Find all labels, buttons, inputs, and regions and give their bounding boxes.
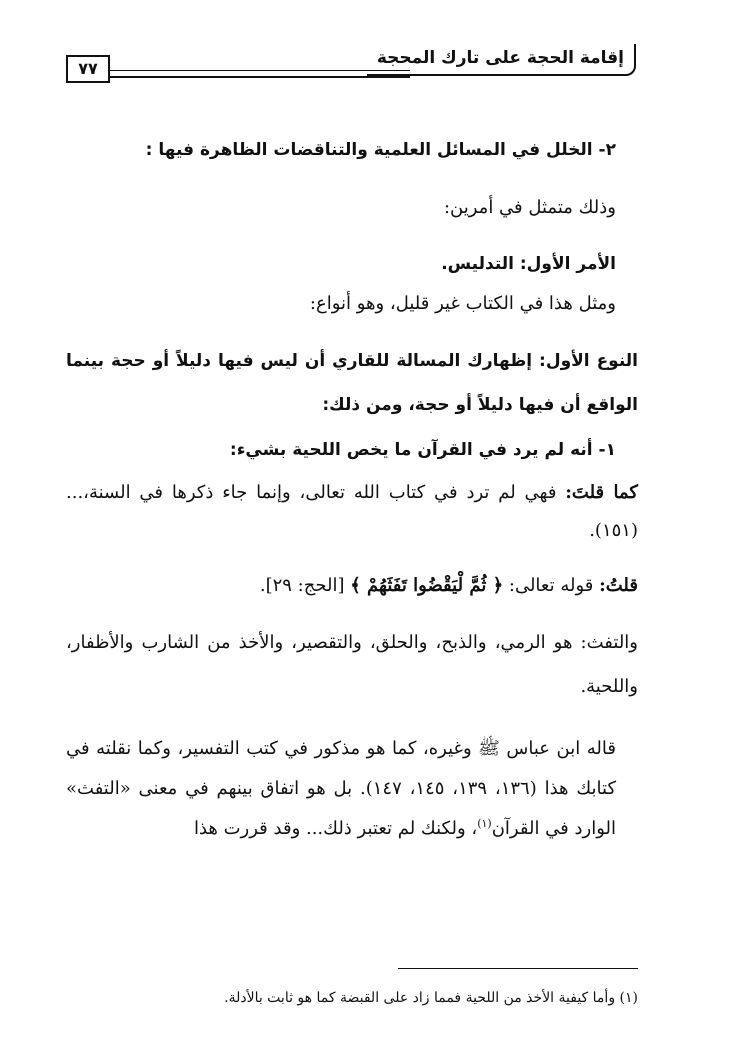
response-text: قوله تعالى: [508, 575, 594, 596]
closing-text-continued: ، ولكنك لم تعتبر ذلك... وقد قررت هذا [193, 818, 478, 839]
running-header [66, 40, 636, 84]
quote-paragraph [66, 474, 638, 550]
item-1-heading: ١- أنه لم يرد في القرآن ما يخص اللحية بشيء: [229, 440, 616, 460]
first-matter-text: ومثل هذا في الكتاب غير قليل، وهو أنواع: [309, 293, 616, 314]
tafath-paragraph: والتفث: هو الرمي، والذبح، والحلق، والتقصير، والأخذ من الشارب والأظفار، واللحية. [66, 632, 638, 697]
running-title: إقامة الحجة على تارك المحجة [367, 44, 636, 76]
response-lead: قلتُ: [599, 575, 638, 596]
footnote-separator [398, 968, 638, 969]
response-paragraph [66, 570, 638, 601]
page-number: ٧٧ [66, 55, 110, 83]
intro-paragraph: وذلك متمثل في أمرين: [443, 197, 616, 218]
page-body [66, 135, 638, 849]
quran-verse: ﴿ ثُمَّ لْيَقْضُوا تَفَثَهُمْ ﴾ [350, 575, 504, 596]
footnote-reference: (١) [477, 817, 492, 830]
quote-lead: كما قلتَ: [565, 482, 638, 503]
first-type-heading: النوع الأول: إظهارك المسالة للقاري أن ليس فيها دليلاً أو حجة بينما الواقع أن فيها دليلاً أو حجة، ومن ذلك: [66, 351, 638, 415]
header-rule [110, 70, 410, 71]
first-matter-heading: الأمر الأول: التدليس. [441, 254, 616, 274]
closing-paragraph [66, 729, 638, 849]
closing-text: قاله ابن عباس ﷺ وغيره، كما هو مذكور في كتب التفسير، وكما نقلته في كتابك هذا (١٣٦، ١٣٩، ١٤٥، ١٤٧). بل هو اتفاق بينهم في معنى «التفث» الوارد في القرآن [66, 738, 617, 839]
verse-citation: [الحج: ٢٩]. [259, 575, 345, 596]
footnote: (١) وأما كيفية الأخذ من اللحية فمما زاد على القبضة كما هو ثابت بالأدلة. [224, 990, 638, 1006]
section-heading: ٢- الخلل في المسائل العلمية والتناقضات الظاهرة فيها : [145, 140, 616, 160]
header-rule-thick [110, 76, 410, 78]
quote-text: فهي لم ترد في كتاب الله تعالى، وإنما جاء ذكرها في السنة،... (١٥١). [66, 482, 638, 541]
